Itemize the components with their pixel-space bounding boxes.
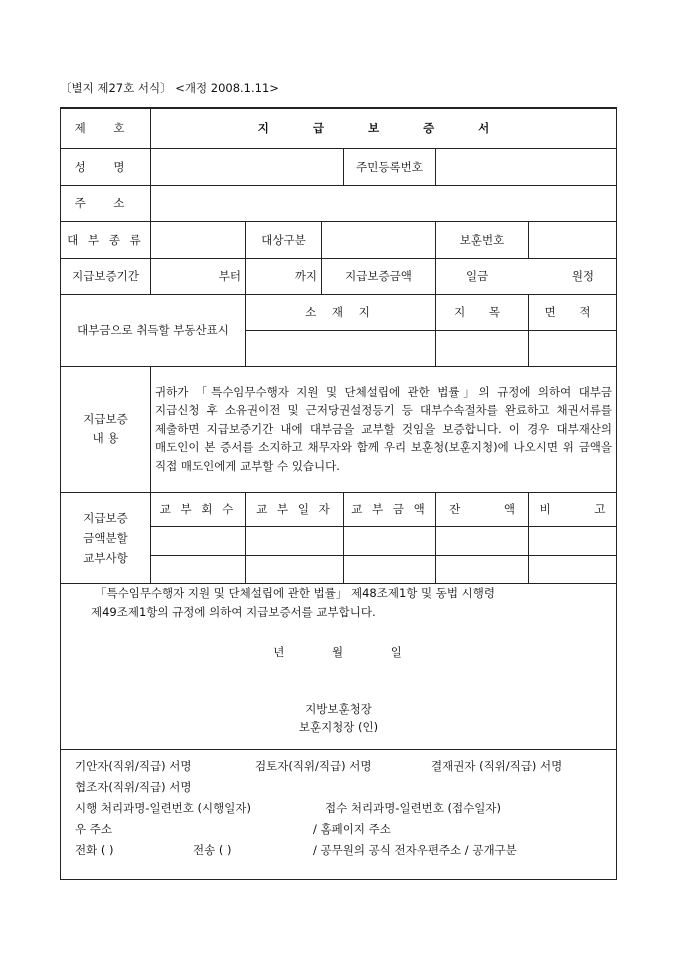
issue-date-month: 월 bbox=[331, 644, 346, 659]
row-address bbox=[61, 185, 617, 221]
loan-type-field[interactable] bbox=[151, 221, 246, 258]
row-issuance bbox=[61, 583, 617, 749]
row-real-estate-header bbox=[61, 294, 617, 330]
installment-col-amount: 교 부 금 액 bbox=[344, 492, 436, 526]
footer-line-4 bbox=[75, 819, 602, 840]
drafter-sign[interactable]: 기안자(직위/직급) 서명 bbox=[75, 758, 192, 773]
postal-address: 우 주소 bbox=[75, 821, 112, 836]
installment-date-cell[interactable] bbox=[246, 526, 344, 555]
name-label: 성 명 bbox=[61, 148, 151, 185]
area-label: 면 적 bbox=[529, 294, 617, 330]
issuance-block bbox=[61, 583, 617, 749]
period-from[interactable]: 부터 bbox=[151, 258, 246, 294]
amount-suffix: 원정 bbox=[571, 269, 595, 283]
installment-balance-cell[interactable] bbox=[436, 555, 529, 583]
row-number-title bbox=[61, 108, 617, 148]
resident-number-field[interactable] bbox=[436, 148, 617, 185]
issue-date bbox=[65, 644, 612, 660]
approver-sign[interactable]: 결재권자 (직위/직급) 서명 bbox=[431, 758, 563, 773]
row-name bbox=[61, 148, 617, 185]
installment-col-balance: 잔 액 bbox=[436, 492, 529, 526]
location-field[interactable] bbox=[246, 330, 436, 366]
number-label: 제 호 bbox=[61, 108, 151, 148]
footer-line-1 bbox=[75, 756, 602, 777]
target-category-label: 대상구분 bbox=[246, 221, 322, 258]
installment-date-cell[interactable] bbox=[246, 555, 344, 583]
row-period-amount bbox=[61, 258, 617, 294]
period-to[interactable]: 까지 bbox=[246, 258, 322, 294]
address-label: 주 소 bbox=[61, 185, 151, 221]
veteran-number-field[interactable] bbox=[529, 221, 617, 258]
installment-label: 지급보증 금액분할 교부사항 bbox=[61, 492, 151, 583]
installment-col-count: 교 부 회 수 bbox=[151, 492, 246, 526]
legal-text-line-1: 「특수임무수행자 지원 및 단체설립에 관한 법률」 제48조제1항 및 동법 시행령 bbox=[95, 585, 496, 600]
name-field[interactable] bbox=[151, 148, 344, 185]
location-label: 소 재 지 bbox=[246, 294, 436, 330]
cooperator-sign[interactable]: 협조자(직위/직급) 서명 bbox=[75, 779, 192, 794]
form-title: 지 급 보 증 서 bbox=[151, 108, 617, 148]
installment-col-remarks: 비 고 bbox=[529, 492, 617, 526]
real-estate-label: 대부금으로 취득할 부동산표시 bbox=[61, 294, 246, 366]
land-category-label: 지 목 bbox=[436, 294, 529, 330]
row-installment-header bbox=[61, 492, 617, 526]
installment-remarks-cell[interactable] bbox=[529, 555, 617, 583]
receipt-info: 접수 처리과명-일련번호 (접수일자) bbox=[325, 800, 501, 815]
form-header-note: 〔별지 제27호 서식〕 <개정 2008.1.11> bbox=[60, 81, 279, 95]
guarantee-amount-label: 지급보증금액 bbox=[322, 258, 436, 294]
reviewer-sign[interactable]: 검토자(직위/직급) 서명 bbox=[255, 758, 372, 773]
installment-amount-cell[interactable] bbox=[344, 526, 436, 555]
issuer-line-1: 지방보훈청장 bbox=[305, 701, 372, 716]
installment-amount-cell[interactable] bbox=[344, 555, 436, 583]
target-category-field[interactable] bbox=[322, 221, 436, 258]
resident-number-label: 주민등록번호 bbox=[344, 148, 436, 185]
guarantee-content-label: 지급보증 내 용 bbox=[61, 366, 151, 492]
amount-prefix: 일금 bbox=[466, 269, 489, 283]
loan-type-label: 대 부 종 류 bbox=[61, 221, 151, 258]
installment-count-cell[interactable] bbox=[151, 526, 246, 555]
official-email: / 공무원의 공식 전자우편주소 / 공개구분 bbox=[313, 842, 517, 857]
installment-col-date: 교 부 일 자 bbox=[246, 492, 344, 526]
row-footer bbox=[61, 749, 617, 879]
fax-number: 전송 ( ) bbox=[193, 842, 232, 857]
row-guarantee-content bbox=[61, 366, 617, 492]
phone-number: 전화 ( ) bbox=[75, 842, 114, 857]
installment-count-cell[interactable] bbox=[151, 555, 246, 583]
legal-text-line-2: 제49조제1항의 규정에 의하여 지급보증서를 교부합니다. bbox=[91, 604, 376, 619]
row-loan-type bbox=[61, 221, 617, 258]
issuer-line-2: 보훈지청장 (인) bbox=[298, 719, 379, 734]
land-category-field[interactable] bbox=[436, 330, 529, 366]
footer-line-3 bbox=[75, 798, 602, 819]
approval-footer bbox=[61, 749, 617, 879]
area-field[interactable] bbox=[529, 330, 617, 366]
installment-balance-cell[interactable] bbox=[436, 526, 529, 555]
issue-date-year: 년 bbox=[273, 644, 287, 659]
footer-line-5 bbox=[75, 840, 602, 861]
address-field[interactable] bbox=[151, 185, 617, 221]
homepage-address: / 홈페이지 주소 bbox=[313, 821, 391, 836]
guarantee-content-text: 귀하가 「특수임무수행자 지원 및 단체설립에 관한 법률」의 규정에 의하여 대부금 지급신청 후 소유권이전 및 근저당권설정등기 등 대부수속절차를 완료하고 채권서류를 제출하면 지급보증기간 내에 대부금을 교부할 것임을 보증합니다. 이 경우 대부재산의 매도인이 본 증서를 소지하고 채무자와 함께 우리 보훈청(보훈지청)에 나오시면 위 금액을 직접 매도인에게 교부할 수 있습니다. bbox=[151, 366, 617, 492]
installment-remarks-cell[interactable] bbox=[529, 526, 617, 555]
issue-date-day: 일 bbox=[390, 644, 404, 659]
guarantee-amount-field[interactable] bbox=[436, 258, 617, 294]
guarantee-form-table bbox=[60, 107, 617, 880]
guarantee-period-label: 지급보증기간 bbox=[61, 258, 151, 294]
veteran-number-label: 보훈번호 bbox=[436, 221, 529, 258]
enforcement-info: 시행 처리과명-일련번호 (시행일자) bbox=[75, 800, 251, 815]
